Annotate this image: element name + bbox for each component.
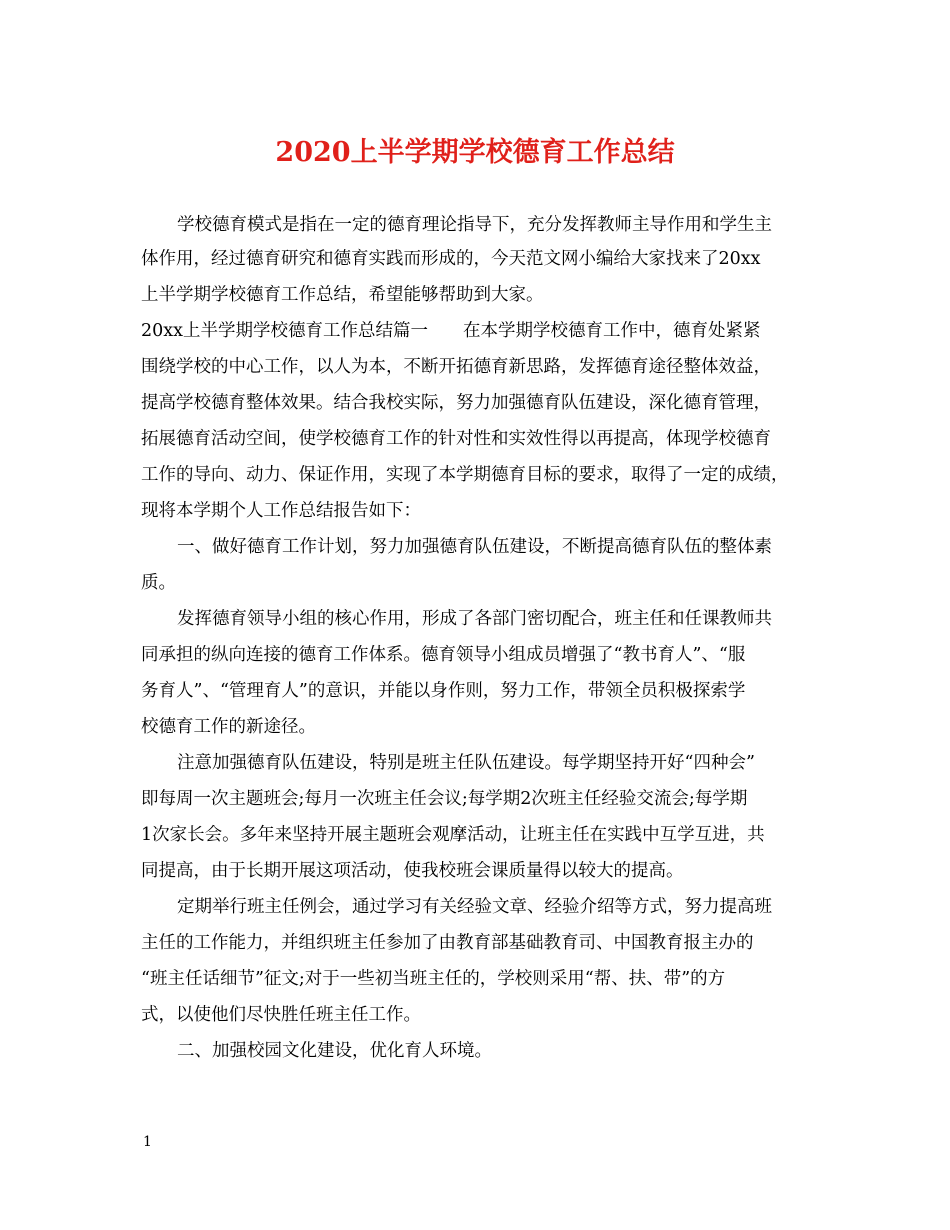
paragraph-line: 同提高，由于长期开展这项活动，使我校班会课质量得以较大的提高。 (141, 861, 684, 881)
paragraph-line: 工作的导向、动力、保证作用，实现了本学期德育目标的要求，取得了一定的成绩， (141, 465, 789, 485)
paragraph-line: 一、做好德育工作计划，努力加强德育队伍建设，不断提高德育队伍的整体素 (177, 537, 772, 557)
paragraph-line: 即每周一次主题班会;每月一次班主任会议;每学期2次班主任经验交流会;每学期 (141, 789, 748, 809)
paragraph-line: 质。 (141, 573, 176, 593)
paragraph-line: 提高学校德育整体效果。结合我校实际，努力加强德育队伍建设，深化德育管理， (141, 393, 771, 413)
paragraph-line: 式，以使他们尽快胜任班主任工作。 (141, 1005, 421, 1025)
paragraph-line: 二、加强校园文化建设，优化育人环境。 (177, 1041, 492, 1061)
document-title: 2020上半学期学校德育工作总结 (275, 137, 675, 168)
paragraph-line: 主任的工作能力，并组织班主任参加了由教育部基础教育司、中国教育报主办的 (141, 933, 754, 953)
paragraph-line: 定期举行班主任例会，通过学习有关经验文章、经验介绍等方式，努力提高班 (177, 897, 772, 917)
paragraph-line: 现将本学期个人工作总结报告如下： (141, 501, 421, 521)
paragraph-line: 发挥德育领导小组的核心作用，形成了各部门密切配合，班主任和任课教师共 (177, 609, 772, 629)
paragraph-line: 围绕学校的中心工作，以人为本，不断开拓德育新思路，发挥德育途径整体效益， (141, 357, 771, 377)
paragraph-line: 同承担的纵向连接的德育工作体系。德育领导小组成员增强了“教书育人”、“服 (141, 645, 746, 665)
paragraph-line: 20xx上半学期学校德育工作总结篇一 在本学期学校德育工作中，德育处紧紧 (141, 321, 761, 341)
paragraph-line: 体作用，经过德育研究和德育实践而形成的，今天范文网小编给大家找来了20xx (141, 249, 761, 269)
paragraph-line: 上半学期学校德育工作总结，希望能够帮助到大家。 (141, 285, 544, 305)
paragraph-line: 拓展德育活动空间，使学校德育工作的针对性和实效性得以再提高，体现学校德育 (141, 429, 771, 449)
page-number: 1 (143, 1134, 152, 1150)
paragraph-line: 1次家长会。多年来坚持开展主题班会观摩活动，让班主任在实践中互学互进，共 (141, 825, 765, 845)
paragraph-line: “班主任话细节”征文;对于一些初当班主任的，学校则采用“帮、扶、带”的方 (141, 969, 726, 989)
paragraph-line: 注意加强德育队伍建设，特别是班主任队伍建设。每学期坚持开好“四种会” (177, 753, 755, 773)
paragraph-line: 学校德育模式是指在一定的德育理论指导下，充分发挥教师主导作用和学生主 (177, 215, 772, 235)
paragraph-line: 务育人”、“管理育人”的意识，并能以身作则，努力工作，带领全员积极探索学 (141, 681, 746, 701)
paragraph-line: 校德育工作的新途径。 (141, 717, 316, 737)
